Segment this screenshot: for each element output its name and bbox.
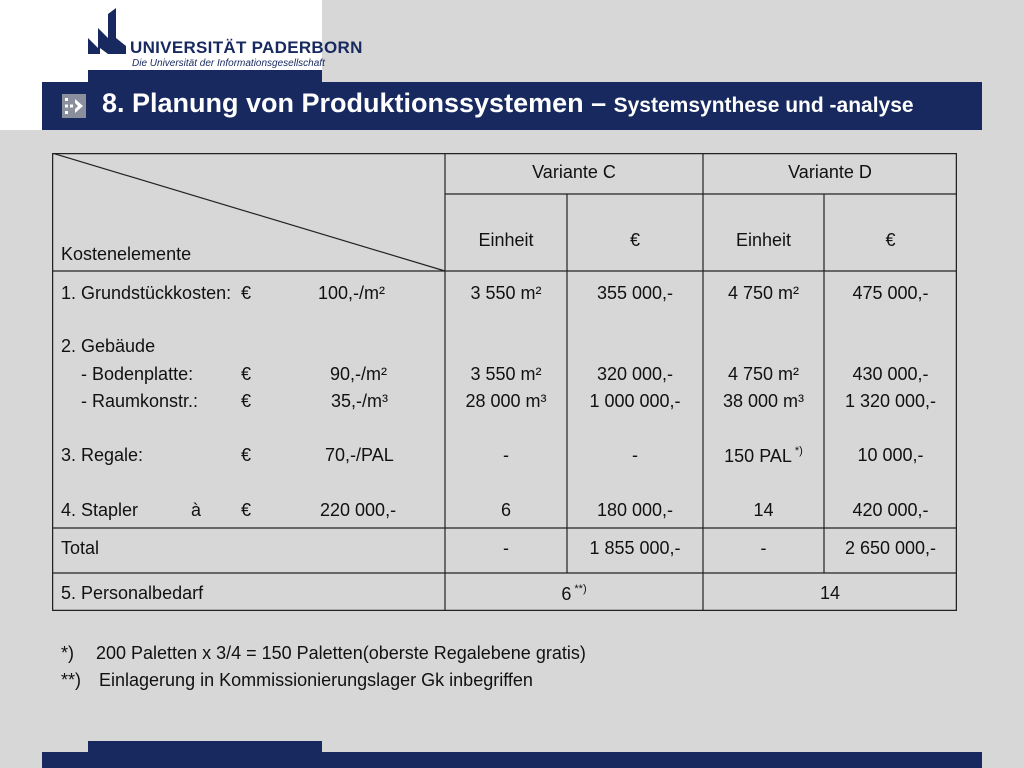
footer-notch <box>88 741 322 752</box>
footnote-2-text: Einlagerung in Kommissionierungslager Gk inbegriffen <box>99 670 533 690</box>
row-boden-label: - Bodenplatte: <box>81 364 194 384</box>
row-raum-currency: € <box>241 391 252 411</box>
header-c-euro: € <box>629 230 640 250</box>
row-boden-d-unit: 4 750 m² <box>727 364 800 384</box>
footnote-1-text: 200 Paletten x 3/4 = 150 Paletten(oberste Regalebene gratis) <box>96 643 586 663</box>
row-grund-c-eur: 355 000,- <box>596 283 674 303</box>
row-regale-currency: € <box>241 445 252 465</box>
arrow-bullet-icon <box>62 94 86 118</box>
row-boden-d-eur: 430 000,- <box>852 364 929 384</box>
footer-bar <box>42 752 982 768</box>
slide-title <box>102 88 914 119</box>
row-raum-label: - Raumkonstr.: <box>81 391 199 411</box>
row-boden-currency: € <box>241 364 252 384</box>
row-regale-c-unit: - <box>503 445 509 465</box>
row-boden-c-eur: 320 000,- <box>596 364 674 384</box>
row-raum-d-eur: 1 320 000,- <box>844 391 937 411</box>
university-subtitle: Die Universität der Informationsgesellschaft <box>132 58 325 69</box>
row-raum-rate: 35,-/m³ <box>331 391 389 411</box>
right-margin <box>982 80 1024 768</box>
row-boden-c-unit: 3 550 m² <box>470 364 542 384</box>
row-total-label: Total <box>61 538 100 558</box>
header-c-einheit: Einheit <box>478 230 534 250</box>
row-raum-c-unit: 28 000 m³ <box>465 391 547 411</box>
row-grund-c-unit: 3 550 m² <box>470 283 542 303</box>
left-margin <box>0 130 42 768</box>
row-total-d-unit: - <box>760 538 767 558</box>
header-grey-band <box>322 0 1024 82</box>
row-stapler-rate: 220 000,- <box>320 500 397 520</box>
university-name: UNIVERSITÄT PADERBORN <box>130 38 363 57</box>
footnote-ref-star: *) <box>794 445 803 457</box>
row-total-c-eur: 1 855 000,- <box>589 538 681 558</box>
title-main: 8. Planung von Produktionssystemen – <box>102 88 614 118</box>
row-stapler-c-unit: 6 <box>500 500 511 520</box>
row-regale-c-eur: - <box>632 445 638 465</box>
row-grund-d-eur: 475 000,- <box>852 283 929 303</box>
header-variant-d: Variante D <box>788 162 872 182</box>
footnote-ref-double-star: **) <box>574 583 587 595</box>
row-personal-c <box>445 583 703 605</box>
row-stapler-d-unit: 14 <box>753 500 774 520</box>
row-grund-rate: 100,-/m² <box>318 283 386 303</box>
row-stapler-label: 4. Stapler <box>61 500 139 520</box>
row-grund-label: 1. Grundstückkosten: <box>61 283 232 303</box>
footnote-2-mark: **) <box>61 670 82 690</box>
row-personal-d: 14 <box>819 583 841 603</box>
row-gebaeude-label: 2. Gebäude <box>61 336 156 356</box>
row-regale-label: 3. Regale: <box>61 445 144 465</box>
row-stapler-d-eur: 420 000,- <box>852 500 929 520</box>
row-total-c-unit: - <box>503 538 509 558</box>
row-regale-d-unit <box>703 445 824 467</box>
row-stapler-currency: € <box>241 500 252 520</box>
header-variant-c: Variante C <box>532 162 616 182</box>
row-grund-d-unit: 4 750 m² <box>727 283 800 303</box>
header-d-euro: € <box>885 230 896 250</box>
row-regale-rate: 70,-/PAL <box>325 445 394 465</box>
header-kostenelemente: Kostenelemente <box>61 244 192 264</box>
row-grund-currency: € <box>241 283 252 303</box>
row-total-d-eur: 2 650 000,- <box>844 538 937 558</box>
row-raum-c-eur: 1 000 000,- <box>589 391 681 411</box>
row-regale-d-unit-value: 150 PAL <box>724 446 792 466</box>
row-stapler-c-eur: 180 000,- <box>596 500 674 520</box>
row-boden-rate: 90,-/m² <box>330 364 388 384</box>
row-regale-d-eur: 10 000,- <box>857 445 924 465</box>
title-sub: Systemsynthese und -analyse <box>613 94 914 117</box>
row-personal-c-value: 6 <box>561 584 572 604</box>
row-raum-d-unit: 38 000 m³ <box>722 391 805 411</box>
footnote-1-mark: *) <box>61 643 74 663</box>
row-stapler-a: à <box>191 500 202 520</box>
header-d-einheit: Einheit <box>735 230 792 250</box>
university-emblem-icon <box>86 8 128 56</box>
university-logo <box>86 8 363 70</box>
row-personal-label: 5. Personalbedarf <box>61 583 204 603</box>
